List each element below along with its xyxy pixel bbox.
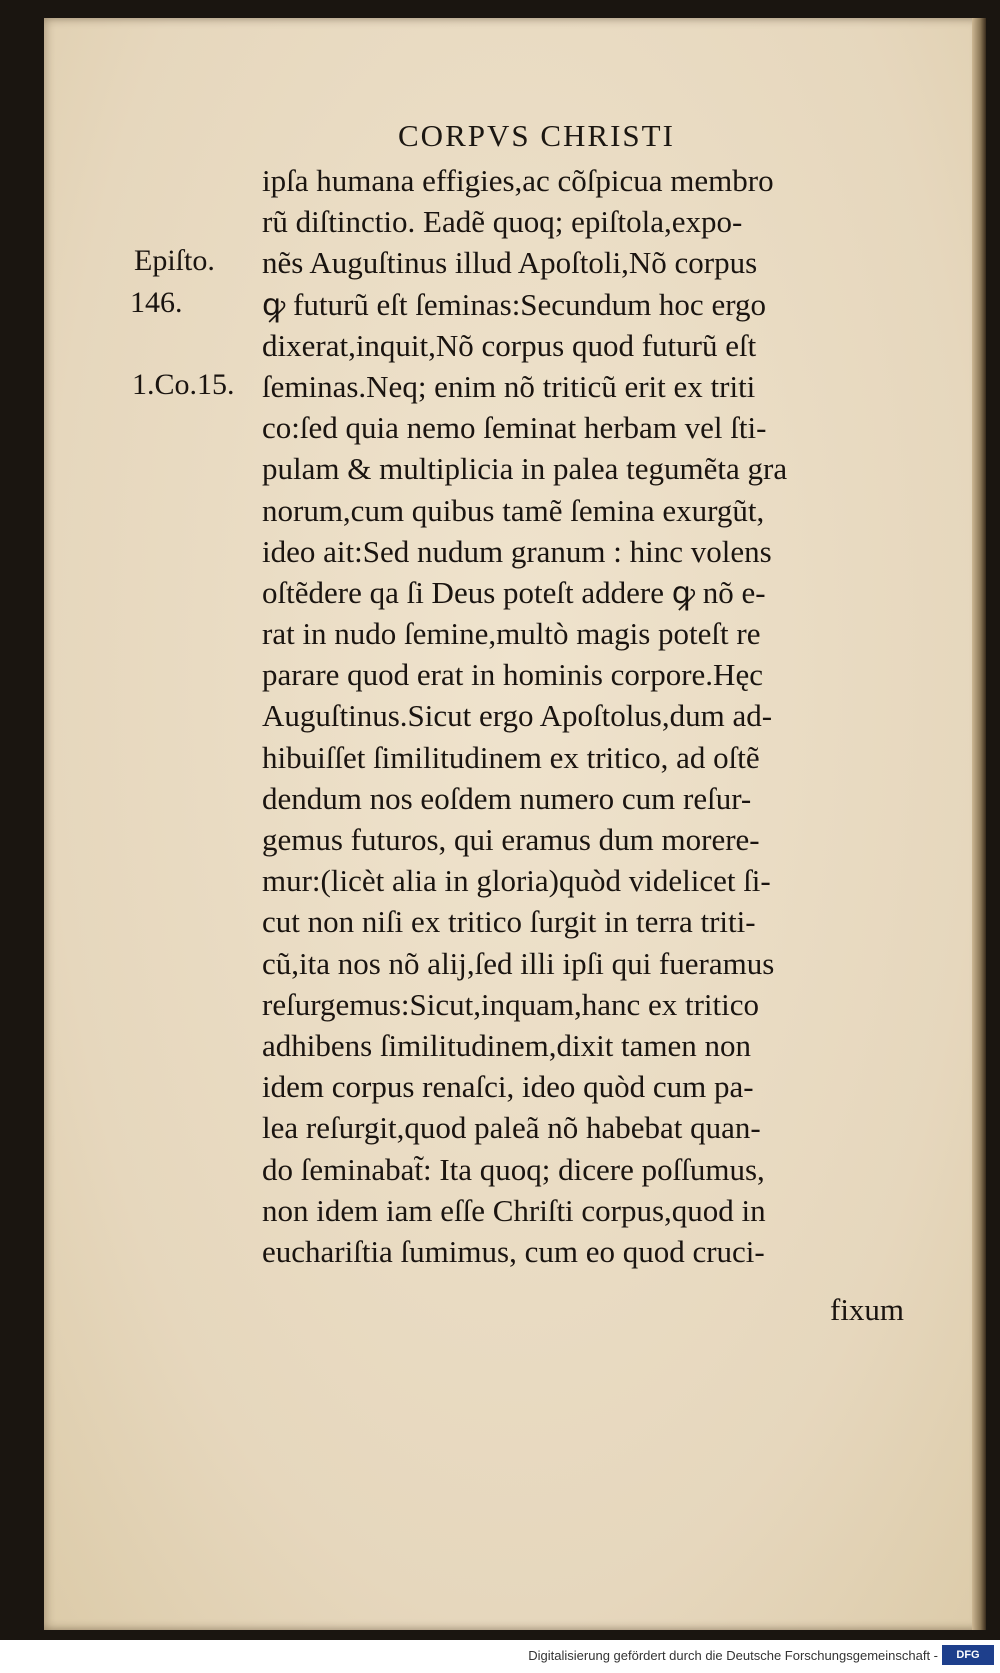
text-line: co:ſed quia nemo ſeminat herbam vel ſti- (262, 410, 767, 446)
margin-note-146: 146. (130, 286, 183, 319)
text-line: ipſa humana effigies,ac cõſpicua membro (262, 163, 774, 198)
footer-bar (0, 1640, 1000, 1673)
running-head: CORPVS CHRISTI (398, 118, 675, 153)
catchword: fixum (830, 1292, 905, 1327)
text-line: dendum nos eoſdem numero cum reſur- (262, 780, 752, 816)
text-line: non idem iam eſſe Chriſti corpus,quod in (262, 1192, 766, 1228)
margin-note-corinthians: 1.Co.15. (132, 368, 235, 401)
text-line: Auguſtinus.Sicut ergo Apoſtolus,dum ad- (262, 698, 773, 734)
footer-credit: Digitalisierung gefördert durch die Deutsche Forschungsgemeinschaft - (528, 1648, 938, 1663)
text-line: mur:(licèt alia in gloria)quòd videlicet ſi- (262, 863, 771, 899)
text-line: parare quod erat in hominis corpore.Hęc (262, 657, 763, 693)
text-line: norum,cum quibus tamẽ ſemina exurgũt, (262, 492, 765, 528)
margin-note-epistola: Epiſto. (134, 244, 215, 277)
page-spine-shadow (972, 18, 986, 1630)
text-line: hibuiſſet ſimilitudinem ex tritico, ad oſtẽ (262, 739, 760, 775)
text-line: ideo ait:Sed nudum granum : hinc volens (262, 533, 772, 569)
text-line: cut non niſi ex tritico ſurgit in terra triti- (262, 904, 756, 940)
text-line: rũ diſtinctio. Eadẽ quoq; epiſtola,expo- (262, 204, 743, 240)
text-line: euchariſtia ſumimus, cum eo quod cruci- (262, 1233, 765, 1269)
text-line: lea reſurgit,quod paleã nõ habebat quan- (262, 1110, 761, 1146)
text-line: gemus futuros, qui eramus dum morere- (262, 822, 760, 857)
text-line: nẽs Auguſtinus illud Apoſtoli,Nõ corpus (262, 245, 758, 281)
text-line: do ſeminabat̃: Ita quoq; dicere poſſumus, (262, 1151, 765, 1187)
text-line: pulam & multiplicia in palea tegumẽta gra (262, 451, 788, 487)
text-line: adhibens ſimilitudinem,dixit tamen non (262, 1027, 752, 1063)
text-line: reſurgemus:Sicut,inquam,hanc ex tritico (262, 986, 760, 1022)
dfg-logo-icon: DFG (942, 1645, 994, 1665)
body-text (262, 160, 902, 1272)
text-line: idem corpus renaſci, ideo quòd cum pa- (262, 1069, 754, 1105)
text-line: cũ,ita nos nõ alij,ſed illi ipſi qui fueramus (262, 945, 775, 981)
text-line: ꝙ futurũ eſt ſeminas:Secundum hoc ergo (262, 286, 766, 322)
text-line: dixerat,inquit,Nõ corpus quod futurũ eſt (262, 327, 757, 363)
text-line: oſtẽdere qa ſi Deus poteſt addere ꝙ nõ e- (262, 574, 766, 610)
text-line: rat in nudo ſemine,multò magis poteſt re (262, 616, 761, 652)
text-line: ſeminas.Neq; enim nõ triticũ erit ex triti (262, 368, 756, 404)
